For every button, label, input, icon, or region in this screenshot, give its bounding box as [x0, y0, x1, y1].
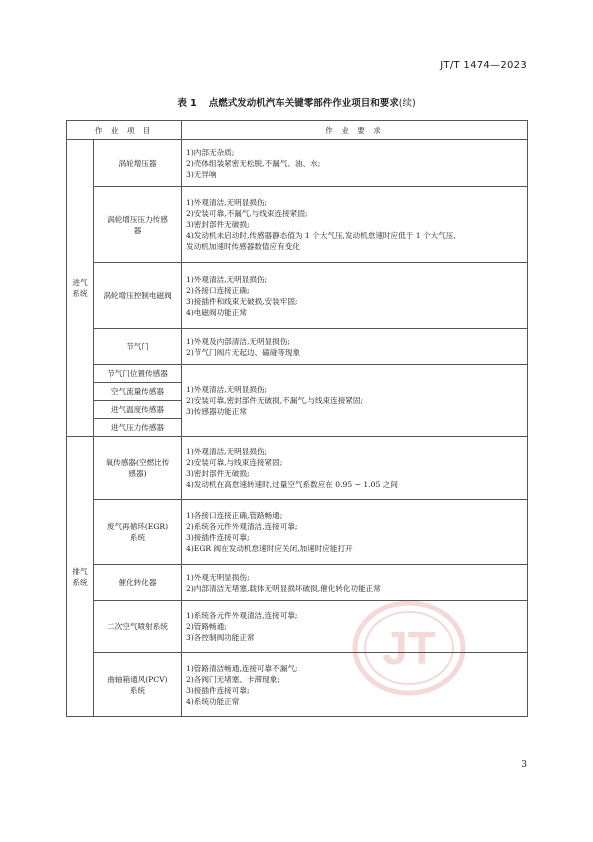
requirement-cell [182, 437, 528, 500]
item-label: 氧传感器(空燃比传感器) [105, 458, 170, 478]
item-label: 节气门 [126, 342, 149, 351]
page-number: 3 [521, 760, 527, 770]
item-label: 节气门位置传感器 [107, 369, 168, 378]
requirement-cell [182, 329, 528, 365]
item-cell [94, 187, 182, 263]
table-row [67, 437, 528, 500]
requirement-line: 3)各控制阀功能正常 [186, 633, 255, 642]
item-label: 进气压力传感器 [110, 423, 165, 432]
item-cell [94, 140, 182, 187]
table-number: 表 1 [177, 98, 197, 109]
table-caption [0, 95, 593, 109]
requirement-line: 4)EGR 阀在发动机怠速时应关闭,加速时应能打开 [186, 544, 353, 553]
requirement-line: 1)外观及内部清洁,无明显损伤; [186, 336, 290, 346]
item-label: 废气再循环(EGR)系统 [106, 522, 169, 542]
requirement-line: 2)系统各元件外观清洁,连接可靠; [186, 522, 298, 531]
system-label: 进气系统 [72, 278, 88, 298]
requirement-line: 4)电磁阀功能正常 [186, 307, 247, 317]
item-label: 二次空气喷射系统 [107, 622, 168, 631]
requirement-line: 3)接插件连接可靠; [186, 533, 250, 542]
requirement-cell [182, 187, 528, 263]
item-cell [94, 565, 182, 601]
table-row [67, 329, 528, 365]
requirement-line: 2)各阀门无堵塞、卡滞现象; [186, 674, 280, 684]
system-cell-intake [67, 140, 94, 437]
requirement-cell [182, 565, 528, 601]
item-label: 涡轮增压器 [118, 158, 157, 168]
requirement-line: 发动机加速时传感器数值应有变化 [186, 242, 300, 251]
table-row [67, 365, 528, 383]
requirement-line: 1)管路清洁畅通,连接可靠不漏气; [186, 663, 298, 673]
column-header-requirement: 作 业 要 求 [182, 121, 528, 140]
table-title: 点燃式发动机汽车关键零部件作业项目和要求 [208, 98, 399, 109]
requirement-line: 2)壳体组装紧密无松脱,不漏气、油、水; [186, 158, 321, 168]
system-cell-exhaust [67, 437, 94, 717]
seal-text: JT [382, 622, 436, 674]
item-cell [94, 263, 182, 329]
item-cell [94, 653, 182, 717]
requirement-line: 1)外观清洁,无明显损伤; [186, 274, 268, 284]
item-cell [94, 601, 182, 653]
requirement-line: 1)内部无杂质; [186, 147, 235, 157]
requirement-cell [182, 365, 528, 437]
table-row [67, 565, 528, 601]
requirement-line: 3)密封部件无破损; [186, 220, 250, 229]
system-label: 排气系统 [72, 566, 88, 587]
requirement-line: 3)无异响 [186, 169, 217, 179]
table-row [67, 140, 528, 187]
requirement-line: 2)管路畅通; [186, 622, 227, 631]
requirement-cell [182, 500, 528, 565]
requirement-cell [182, 263, 528, 329]
requirement-line: 2)安装可靠,密封部件无破损,不漏气,与线束连接紧固; [186, 396, 364, 405]
requirement-line: 1)系统各元件外观清洁,连接可靠; [186, 611, 298, 620]
item-cell [94, 401, 182, 419]
item-cell [94, 419, 182, 437]
requirement-line: 1)各接口连接正确,管路畅通; [186, 511, 283, 520]
table-row [67, 263, 528, 329]
requirement-line: 1)外观清洁,无明显损伤; [186, 198, 268, 207]
requirement-line: 4)发动机未启动时,传感器静态值为 1 个大气压,发动机怠速时应低于 1 个大气压, [186, 231, 456, 240]
table-continued: (续) [398, 98, 416, 109]
item-label: 涡轮增压控制电磁阀 [103, 291, 172, 300]
item-cell [94, 500, 182, 565]
item-cell [94, 437, 182, 500]
requirement-line: 3)接插件连接可靠; [186, 685, 250, 695]
requirement-line: 3)密封部件无破损; [186, 469, 250, 478]
item-label: 涡轮增压压力传感器 [107, 214, 168, 235]
requirement-line: 3)接插件和线束无破损,安装牢固; [186, 296, 298, 306]
item-label: 催化转化器 [118, 578, 157, 587]
requirement-cell [182, 140, 528, 187]
requirement-line: 1)外观无明显损伤; [186, 572, 250, 582]
requirement-line: 4)系统功能正常 [186, 696, 240, 706]
requirement-line: 3)传感器功能正常 [186, 407, 247, 416]
requirement-line: 2)内部清洁无堵塞,载体无明显损坏破损,催化转化功能正常 [186, 583, 381, 593]
table-header-row [67, 121, 528, 140]
requirement-line: 2)各接口连接正确; [186, 285, 250, 295]
jt-seal-watermark [352, 600, 466, 696]
requirement-line: 2)安装可靠,不漏气,与线束连接紧固; [186, 209, 308, 218]
item-cell [94, 329, 182, 365]
requirement-line: 2)安装可靠,与线束连接紧固; [186, 458, 283, 467]
standard-code: JT/T 1474—2023 [440, 60, 527, 71]
item-label: 曲轴箱通风(PCV)系统 [107, 674, 168, 695]
table-row [67, 500, 528, 565]
requirement-line: 1)外观清洁,无明显损伤; [186, 385, 268, 394]
table-row [67, 187, 528, 263]
requirement-line: 2)节气门阀片无起边、磕碰等现象 [186, 347, 301, 357]
item-cell [94, 365, 182, 383]
requirement-line: 1)外观清洁,无明显损伤; [186, 447, 268, 456]
column-header-item: 作 业 项 目 [67, 121, 182, 140]
requirement-line: 4)发动机在高怠速转速时,过量空气系数应在 0.95 ~ 1.05 之间 [186, 480, 398, 489]
item-cell [94, 383, 182, 401]
item-label: 进气温度传感器 [110, 405, 165, 414]
item-label: 空气流量传感器 [110, 387, 165, 396]
